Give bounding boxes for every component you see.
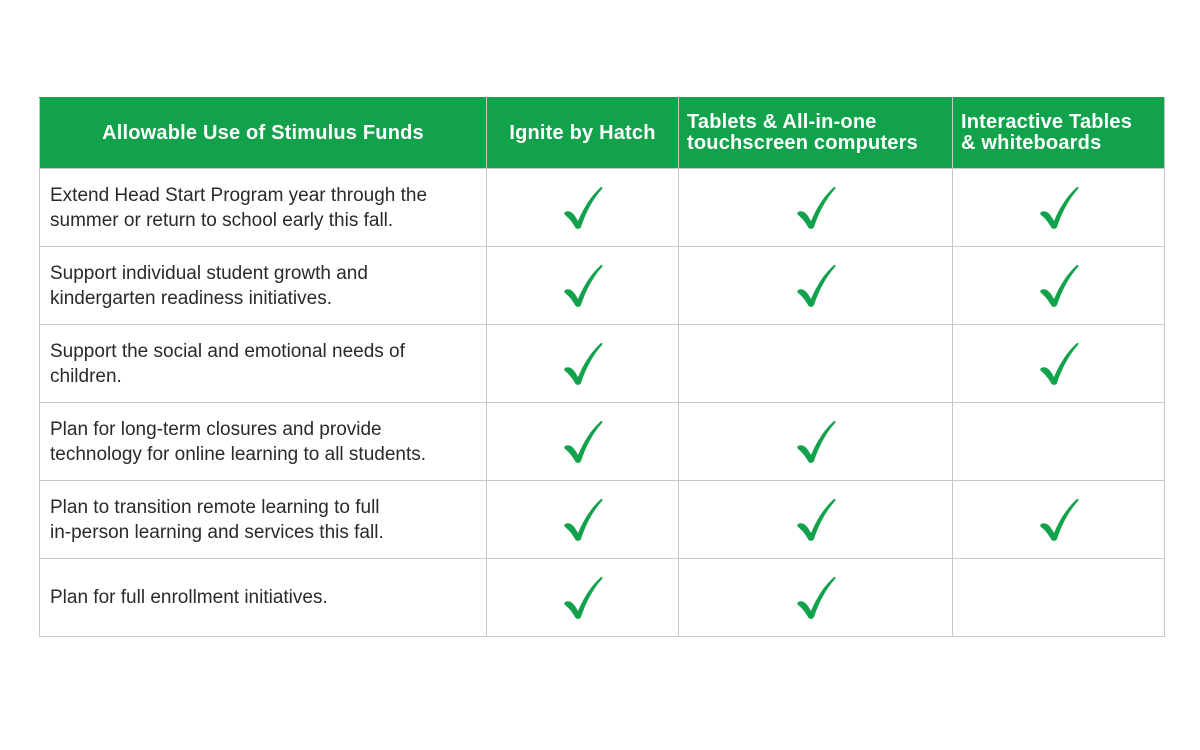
checkmark-icon xyxy=(563,342,603,386)
row-label xyxy=(40,481,487,559)
checkmark-icon xyxy=(563,186,603,230)
header-tablets-line-1: Tablets & All-in-one xyxy=(687,111,877,133)
cell-tablets xyxy=(679,559,953,637)
table-row xyxy=(40,559,1165,637)
row-label-line: technology for online learning to all students. xyxy=(50,443,427,465)
table-row xyxy=(40,481,1165,559)
checkmark-icon xyxy=(1039,186,1079,230)
row-label xyxy=(40,403,487,481)
header-interactive-tables xyxy=(953,98,1165,169)
row-label xyxy=(40,559,487,637)
checkmark-icon xyxy=(563,498,603,542)
header-allowable-use: Allowable Use of Stimulus Funds xyxy=(40,98,487,169)
table-row xyxy=(40,169,1165,247)
stimulus-funds-table-container xyxy=(39,97,1164,637)
row-label xyxy=(40,247,487,325)
cell-ignite-by-hatch xyxy=(487,325,679,403)
row-label-line: Plan to transition remote learning to full xyxy=(50,496,380,518)
header-row xyxy=(40,98,1165,169)
stimulus-funds-table xyxy=(39,97,1165,637)
row-label-line: Support the social and emotional needs of xyxy=(50,340,405,362)
cell-tablets xyxy=(679,169,953,247)
cell-ignite-by-hatch xyxy=(487,481,679,559)
row-label-line: in-person learning and services this fall. xyxy=(50,521,384,543)
cell-tablets xyxy=(679,481,953,559)
checkmark-icon xyxy=(796,264,836,308)
row-label-line: summer or return to school early this fall. xyxy=(50,209,394,231)
checkmark-icon xyxy=(1039,342,1079,386)
cell-ignite-by-hatch xyxy=(487,559,679,637)
checkmark-icon xyxy=(796,498,836,542)
header-interactive-line-1: Interactive Tables xyxy=(961,111,1133,133)
checkmark-icon xyxy=(563,264,603,308)
header-tablets xyxy=(679,98,953,169)
cell-tablets xyxy=(679,403,953,481)
cell-ignite-by-hatch xyxy=(487,403,679,481)
row-label-line: children. xyxy=(50,365,122,387)
cell-ignite-by-hatch xyxy=(487,169,679,247)
cell-interactive-tables xyxy=(953,481,1165,559)
cell-tablets xyxy=(679,247,953,325)
cell-tablets xyxy=(679,325,953,403)
header-interactive-line-2: & whiteboards xyxy=(961,132,1102,154)
checkmark-icon xyxy=(563,576,603,620)
header-ignite-by-hatch: Ignite by Hatch xyxy=(487,98,679,169)
checkmark-icon xyxy=(796,186,836,230)
checkmark-icon xyxy=(796,420,836,464)
row-label-line: kindergarten readiness initiatives. xyxy=(50,287,332,309)
cell-interactive-tables xyxy=(953,169,1165,247)
header-tablets-line-2: touchscreen computers xyxy=(687,132,918,154)
cell-interactive-tables xyxy=(953,247,1165,325)
checkmark-icon xyxy=(796,576,836,620)
cell-interactive-tables xyxy=(953,325,1165,403)
table-row xyxy=(40,247,1165,325)
row-label-line: Plan for full enrollment initiatives. xyxy=(50,587,328,608)
cell-interactive-tables xyxy=(953,559,1165,637)
cell-ignite-by-hatch xyxy=(487,247,679,325)
row-label-line: Support individual student growth and xyxy=(50,262,368,284)
table-body xyxy=(40,169,1165,637)
row-label xyxy=(40,169,487,247)
row-label xyxy=(40,325,487,403)
checkmark-icon xyxy=(1039,498,1079,542)
checkmark-icon xyxy=(1039,264,1079,308)
row-label-line: Extend Head Start Program year through the xyxy=(50,184,428,206)
cell-interactive-tables xyxy=(953,403,1165,481)
checkmark-icon xyxy=(563,420,603,464)
row-label-line: Plan for long-term closures and provide xyxy=(50,418,382,440)
table-row xyxy=(40,403,1165,481)
table-row xyxy=(40,325,1165,403)
